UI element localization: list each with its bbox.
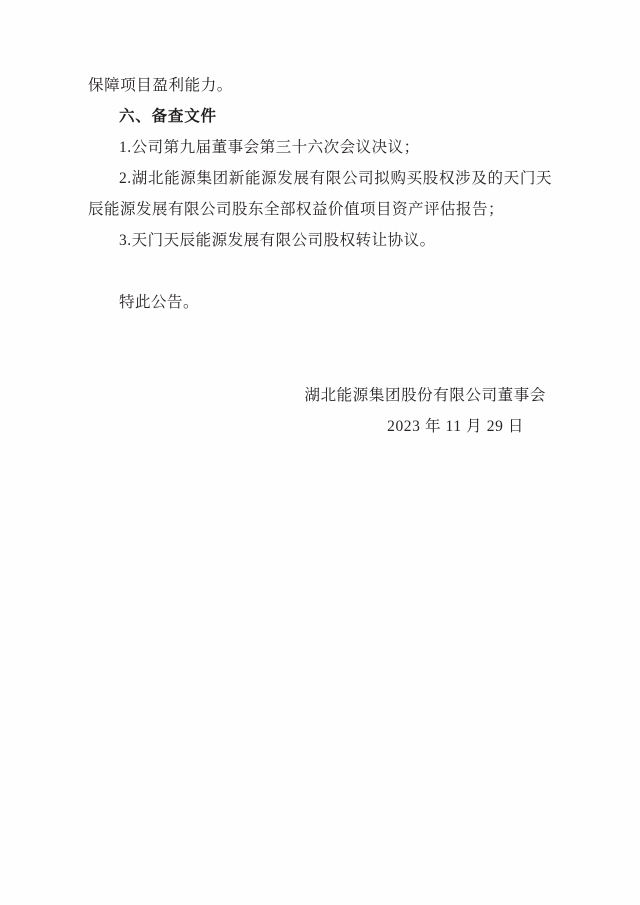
section-heading-reference-documents: 六、备查文件 (119, 108, 217, 125)
notice-statement: 特此公告。 (119, 294, 200, 311)
spacer-before-signature (88, 318, 552, 380)
reference-item-3: 3.天门天辰能源发展有限公司股权转让协议。 (119, 232, 436, 249)
paragraph-continuation: 保障项目盈利能力。 (88, 77, 233, 94)
reference-item-2: 2.湖北能源集团新能源发展有限公司拟购买股权涉及的天门天辰能源发展有限公司股东全部权益价值项目资产评估报告； (88, 170, 552, 218)
signature-date: 2023 年 11 月 29 日 (387, 418, 524, 435)
signature-block (88, 380, 552, 442)
spacer-before-notice (88, 256, 552, 287)
signature-company: 湖北能源集团股份有限公司董事会 (304, 387, 546, 404)
reference-item-1: 1.公司第九届董事会第三十六次会议决议； (119, 139, 420, 156)
document-body (88, 70, 552, 442)
